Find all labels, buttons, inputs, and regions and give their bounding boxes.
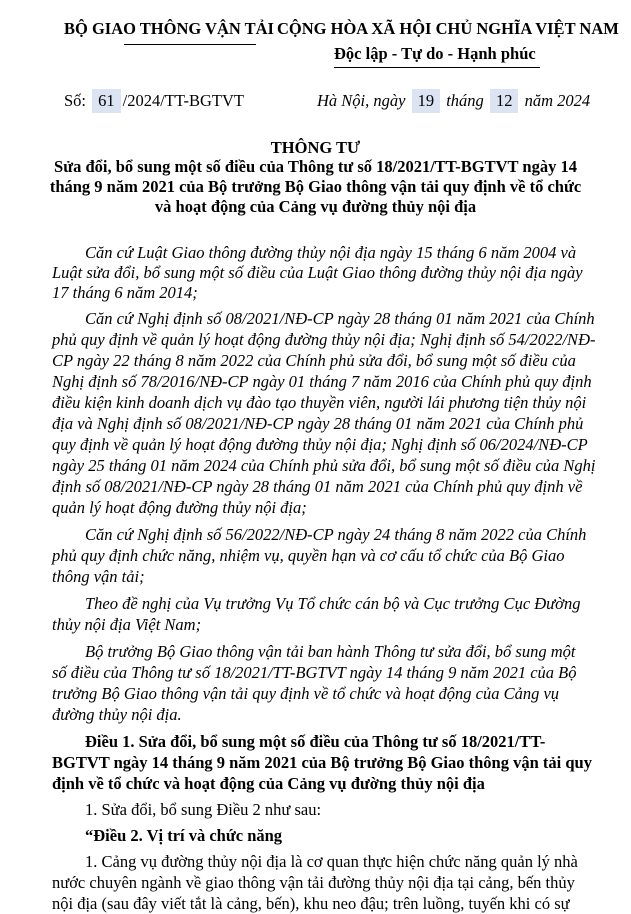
p4-line: Theo đề nghị của Vụ trưởng Vụ Tổ chức cán bộ và Cục trưởng Cục Đường [85,594,581,613]
article-2-heading: “Điều 2. Vị trí và chức năng [85,826,283,845]
p2-line: Nghị định số 78/2016/NĐ-CP ngày 01 tháng 7 năm 2016 của Chính phủ quy định [52,372,592,391]
place-date-row [317,89,590,113]
p2-line: Căn cứ Nghị định số 08/2021/NĐ-CP ngày 28 tháng 01 năm 2021 của Chính [85,309,595,328]
number-label: Số: [64,91,87,110]
p5-line: số điều của Thông tư số 18/2021/TT-BGTVT ngày 14 tháng 9 năm 2021 của Bộ [52,663,577,682]
number-field[interactable]: 61 [92,89,121,113]
subtitle-line-2: tháng 9 năm 2021 của Bộ trưởng Bộ Giao thông vận tải quy định về tổ chức [49,177,582,196]
article-2-line: nước chuyên ngành về giao thông vận tải đường thủy nội địa tại cảng, bến thủy [52,873,575,892]
p5-line: đường thủy nội địa. [52,705,182,724]
motto-underline [334,67,540,68]
document-number-row [64,89,244,113]
issuing-agency: BỘ GIAO THÔNG VẬN TẢI [64,19,274,38]
item-1: 1. Sửa đổi, bổ sung Điều 2 như sau: [85,800,322,819]
agency-underline [124,44,256,45]
number-suffix: /2024/TT-BGTVT [122,91,244,110]
p2-line: quy định về quản lý hoạt động đường thủy nội địa; Nghị định số 06/2024/NĐ-CP [52,435,588,454]
p2-line: ngày 25 tháng 01 năm 2024 của Chính phủ sửa đổi, bổ sung một số điều của Nghị [52,456,596,475]
place-date-prefix: Hà Nội, ngày [317,91,406,110]
p2-line: địa và Nghị định số 08/2021/NĐ-CP ngày 28 tháng 01 năm 2021 của Chính phủ [52,414,584,433]
article-2-line: nội địa (sau đây viết tắt là cảng, bến), khu neo đậu; trên luồng, tuyến khi có sự [52,894,570,913]
subtitle-line-1: Sửa đổi, bổ sung một số điều của Thông tư số 18/2021/TT-BGTVT ngày 14 [54,157,577,176]
p1-line: 17 tháng 6 năm 2014; [52,283,198,302]
p3-line: thông vận tải; [52,567,145,586]
p2-line: phủ quy định về quản lý hoạt động đường thủy nội địa; Nghị định số 54/2022/NĐ- [52,330,596,349]
p2-line: quản lý hoạt động đường thủy nội địa; [52,498,307,517]
p2-line: điều kiện kinh doanh dịch vụ đào tạo thuyền viên, người lái phương tiện thủy nội [52,393,587,412]
national-title: CỘNG HÒA XÃ HỘI CHỦ NGHĨA VIỆT NAM [277,19,619,38]
article-1-heading: định về tổ chức và hoạt động của Cảng vụ đường thủy nội địa [52,774,485,793]
month-field[interactable]: 12 [490,89,519,113]
article-1-heading: BGTVT ngày 14 tháng 9 năm 2021 của Bộ trưởng Bộ Giao thông vận tải quy [52,753,592,772]
year-text: năm 2024 [524,91,591,110]
month-label: tháng [446,91,484,110]
day-field[interactable]: 19 [412,89,441,113]
p3-line: phủ quy định chức năng, nhiệm vụ, quyền hạn và cơ cấu tổ chức của Bộ Giao [52,546,565,565]
article-1-heading: Điều 1. Sửa đổi, bổ sung một số điều của Thông tư số 18/2021/TT- [85,732,546,751]
p4-line: thủy nội địa Việt Nam; [52,615,202,634]
p5-line: trưởng Bộ Giao thông vận tải quy định về tổ chức và hoạt động của Cảng vụ [52,684,560,703]
p2-line: định số 08/2021/NĐ-CP ngày 28 tháng 01 năm 2021 của Chính phủ quy định về [52,477,583,496]
p2-line: CP ngày 22 tháng 8 năm 2022 của Chính phủ sửa đổi, bổ sung một số điều của [52,351,576,370]
p1-line: Căn cứ Luật Giao thông đường thủy nội địa ngày 15 tháng 6 năm 2004 và [85,243,577,262]
national-motto: Độc lập - Tự do - Hạnh phúc [334,44,536,63]
p5-line: Bộ trưởng Bộ Giao thông vận tải ban hành Thông tư sửa đổi, bổ sung một [85,642,576,661]
p1-line: Luật sửa đổi, bổ sung một số điều của Luật Giao thông đường thủy nội địa ngày [52,263,583,282]
subtitle-line-3: và hoạt động của Cảng vụ đường thủy nội địa [154,197,477,216]
document-type: THÔNG TƯ [270,138,361,157]
article-2-line: 1. Cảng vụ đường thủy nội địa là cơ quan thực hiện chức năng quản lý nhà [85,852,578,871]
p3-line: Căn cứ Nghị định số 56/2022/NĐ-CP ngày 24 tháng 8 năm 2022 của Chính [85,525,587,544]
